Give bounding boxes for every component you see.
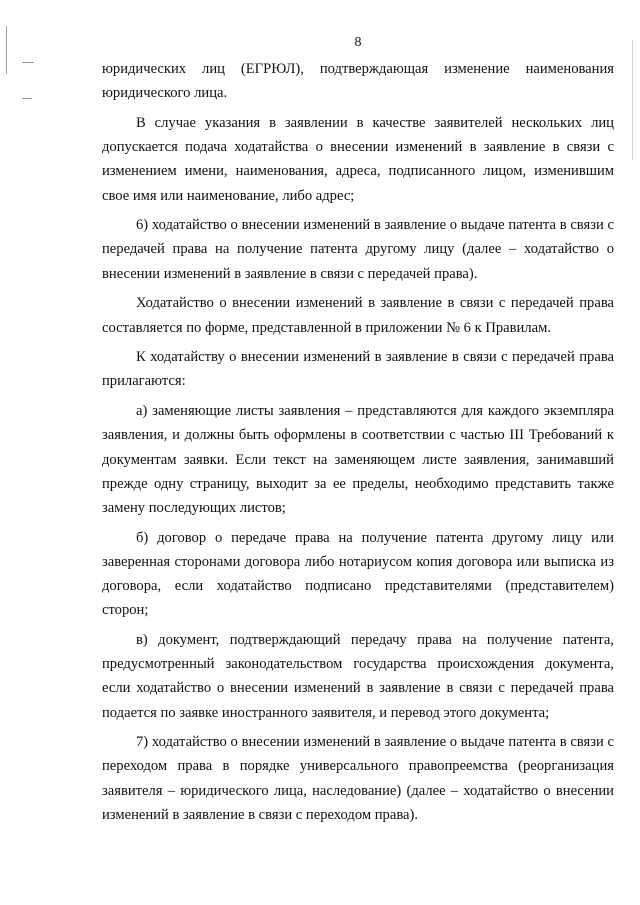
page-number: 8 (354, 35, 362, 50)
paragraph: Ходатайство о внесении изменений в заявление в связи с передачей права составляется по форме, представленной в приложении № 6 к Правилам. (102, 295, 614, 336)
paragraph: К ходатайству о внесении изменений в заявление в связи с передачей права прилагаются: (102, 349, 614, 390)
paragraph-subitem-v: в) документ, подтверждающий передачу права на получение патента, предусмотренный законодательством государства происхождения документа, если ходатайство о внесении изменений в заявление в связи с передачей права подается по заявке иностранного заявителя, и перевод этого документа; (102, 631, 614, 721)
document-body (102, 57, 614, 833)
paragraph-item-6: 6) ходатайство о внесении изменений в заявление о выдаче патента в связи с передачей права на получение патента другому лицу (далее – ходатайство о внесении изменений в заявление в связи с передачей права). (102, 217, 614, 282)
paragraph-subitem-a: а) заменяющие листы заявления – представляются для каждого экземпляра заявления, и должны быть оформлены в соответствии с частью III Требований к документам заявки. Если текст на заменяющем листе заявления, занимавший прежде одну страницу, выходит за ее пределы, необходимо представить также замену последующих листов; (102, 403, 614, 516)
paragraph-subitem-b: б) договор о передаче права на получение патента другому лицу или заверенная сторонами договора либо нотариусом копия договора или выписка из договора, если ходатайство подписано представителями (представителем) сторон; (102, 529, 614, 619)
scan-margin-mark (22, 62, 34, 63)
paragraph-item-7: 7) ходатайство о внесении изменений в заявление о выдаче патента в связи с переходом права в порядке универсального правопреемства (реорганизация заявителя – юридического лица, наследование) (далее – ходатайство о внесении изменений в заявление в связи с переходом права). (102, 734, 614, 823)
scan-edge-mark (632, 40, 633, 160)
paragraph-continuation: юридических лиц (ЕГРЮЛ), подтверждающая изменение наименования юридического лица. (102, 61, 614, 102)
paragraph: В случае указания в заявлении в качестве заявителей нескольких лиц допускается подача ходатайства о внесении изменений в заявление в связи с изменением имени, наименования, адреса, подписанного лицом, изменившим свое имя или наименование, либо адрес; (102, 114, 614, 204)
scan-margin-mark (22, 98, 32, 99)
